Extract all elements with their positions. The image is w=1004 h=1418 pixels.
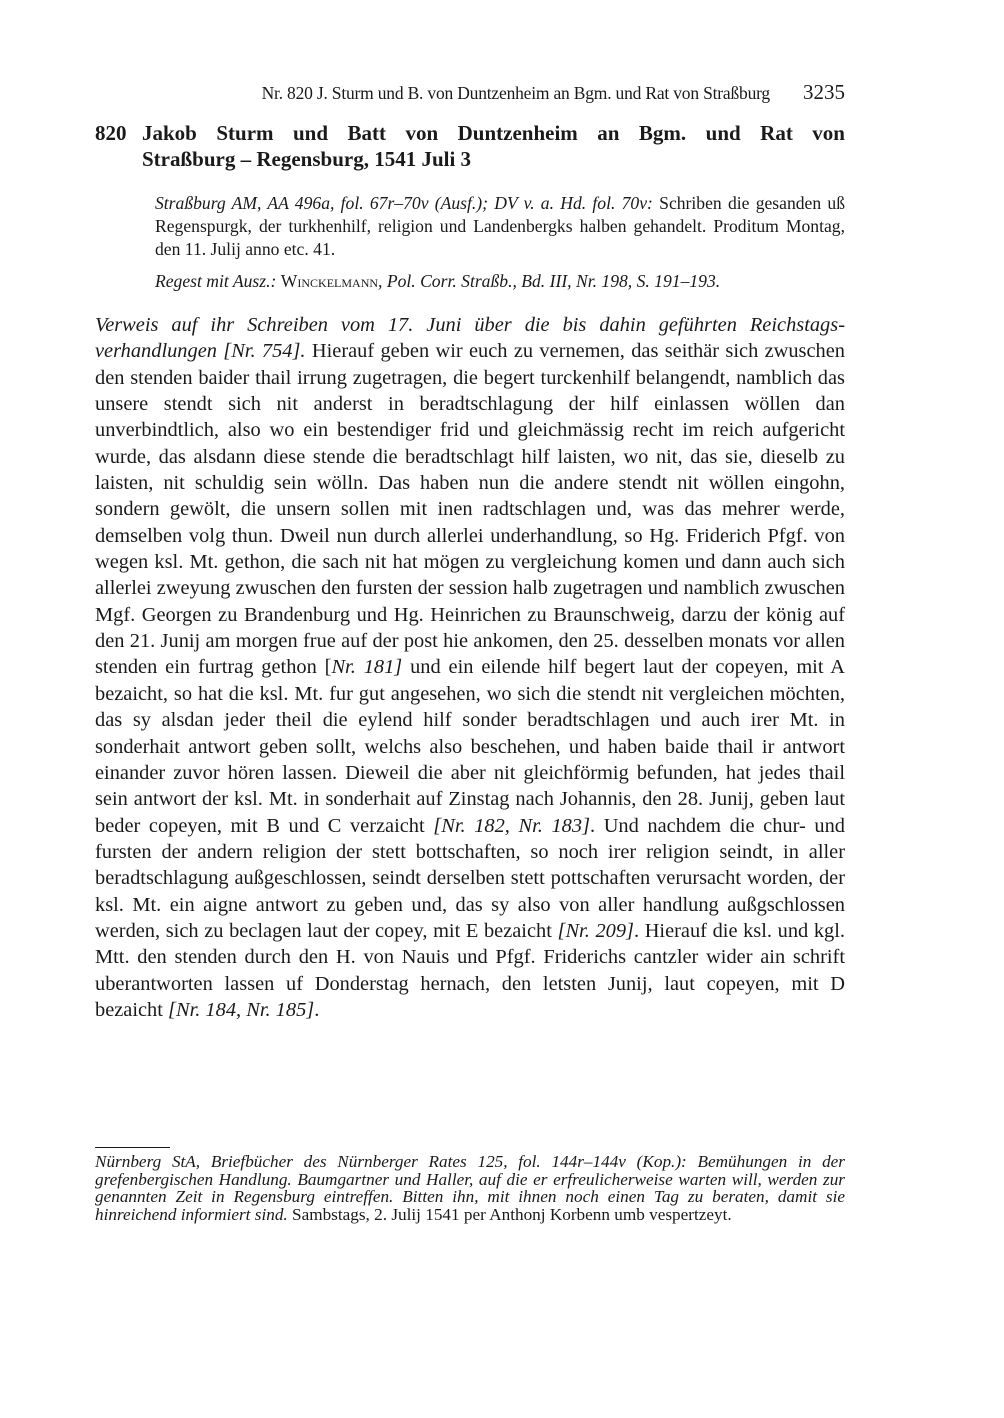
body-text-segment: Hierauf geben wir euch zu vernemen, das seithär sich zwuschen den stenden baider thail irrung zugetragen, die begert turckenhilf belangendt, namblich das unsere stendt sich nit anderst in beradtschlagung der hilf einlassen wöllen dan unverbindtlich, also wo ein bestendiger frid und gleichmässig recht im reich aufgericht wurde, das alsdann diese stende die beradtschlagt hilf laisten, wo nit, das sie, dieselb zu laisten, nit schuldig sein wölln. Das haben nun die andere stendt nit wöllen eingohn, sondern gewölt, die unsern sollen mit inen radtschlagen und, was das mehrer werde, demselben volg thun. Dweil nun durch allerlei underhandlung, so Hg. Friderich Pfgf. von wegen ksl. Mt. gethon, die sach nit hat mögen zu vergleichung komen und dann auch sich allerlei zweyung zwuschen den fursten der session halb zugetragen und namblich zwuschen Mgf. Georgen zu Brandenburg und Hg. Heinrichen zu Braunschweig, darzu der könig auf den 21. Junij am morgen frue auf der post hie ankomen, den 25. desselben monats vor allen stenden ein furtrag gethon [ — [95, 340, 845, 679]
page-number: 3235 — [803, 80, 845, 104]
cross-reference: [Nr. 184, Nr. 185] — [168, 998, 315, 1021]
footnote — [95, 1153, 845, 1223]
footnote-summary: Nürnberg StA, Briefbücher des Nürnberger Rates 125, fol. 144r–144v (Kop.): Bemühungen in der grefenbergischen Handlung. Baumgartner und Haller, auf die er erfreulicherweise warten will, werden zur genannten Zeit in Regensburg eintreffen. Bitten ihn, mit ihnen noch einen Tag zu beraten, damit sie hinreichend informiert sind. — [95, 1152, 845, 1224]
body-text-segment: . Hierauf die ksl. und kgl. Mtt. den stenden durch den H. von Nauis und Pfgf. Friderichs cantzler wider ain schrift uberantworten lassen uf Donderstag hernach, den letsten Junij, laut copeyen, mit D bezaicht — [95, 919, 845, 1021]
document-heading — [95, 120, 845, 172]
archive-reference: Straßburg AM, AA 496a, fol. 67r–70v (Ausf.); DV v. a. Hd. fol. 70v: — [155, 193, 653, 213]
regest-citation — [155, 270, 845, 293]
footnote-text — [95, 1153, 845, 1223]
cross-reference: [Nr. 182, Nr. 183] — [433, 814, 590, 837]
source-apparatus — [155, 192, 845, 293]
body-text-segment: . — [314, 998, 320, 1021]
document-title — [142, 120, 845, 172]
source-citation — [155, 192, 845, 262]
dorsal-note: Schriben die gesanden uß Regenspurgk, der turkhenhilf, religion und Landenbergks halben gehandelt. Proditum Montag, den 11. Julij anno etc. 41. — [155, 193, 846, 260]
document-title-line-1: Jakob Sturm und Batt von Duntzenheim an Bgm. und Rat von — [142, 121, 845, 145]
footnote-quote: Sambstags, 2. Julij 1541 per Anthonj Korbenn umb vespertzeyt. — [287, 1204, 732, 1224]
regest-author: Winckelmann — [280, 270, 379, 291]
footnote-separator — [95, 1147, 170, 1148]
running-head-title: Nr. 820 J. Sturm und B. von Duntzenheim an Bgm. und Rat von Straßburg — [261, 83, 770, 103]
document-body — [95, 312, 845, 1023]
document-title-line-2: Straßburg – Regensburg, 1541 Juli 3 — [142, 147, 472, 171]
document-number: 820 — [95, 121, 127, 145]
editorial-summary: Verweis auf ihr Schreiben vom 17. Juni über die bis dahin geführten Reichstagsverhandlungen [Nr. 754]. — [95, 314, 845, 363]
cross-reference: Nr. 181] — [331, 656, 403, 679]
body-text-segment: und ein eilende hilf begert laut der copeyen, mit A bezaicht, so hat die ksl. Mt. fur gut angesehen, wo sich die stendt nit vergleichen möchten, das sy alsdan jeder theil die eylend hilf sonder beradtschlagen und auch irer Mt. in sonderhait antwort geben sollt, welchs also beschehen, und haben baide thail ir antwort einander zuvor hören lassen. Dieweil die aber nit gleichförmig befunden, hat jedes thail sein antwort der ksl. Mt. in sonderhait auf Zinstag nach Johannis, den 28. Junij, geben laut beder copeyen, mit B und C verzaicht — [95, 656, 845, 837]
body-paragraph — [95, 312, 845, 1023]
cross-reference: [Nr. 209] — [557, 919, 634, 942]
regest-label: Regest mit Ausz.: — [155, 270, 281, 291]
running-head — [95, 80, 845, 106]
regest-reference: , Pol. Corr. Straßb., Bd. III, Nr. 198, S. 191–193. — [378, 270, 721, 291]
body-text-segment: . Und nachdem die chur- und fursten der andern religion der stett bottschaften, so noch irer religion seindt, in aller beradtschlagung außgeschlossen, seindt derselben stett pottschaften verursacht worden, der ksl. Mt. ein aigne antwort zu geben und, das sy also von aller handlung außgschlossen werden, sich zu beclagen laut der copey, mit E bezaicht — [95, 814, 845, 942]
